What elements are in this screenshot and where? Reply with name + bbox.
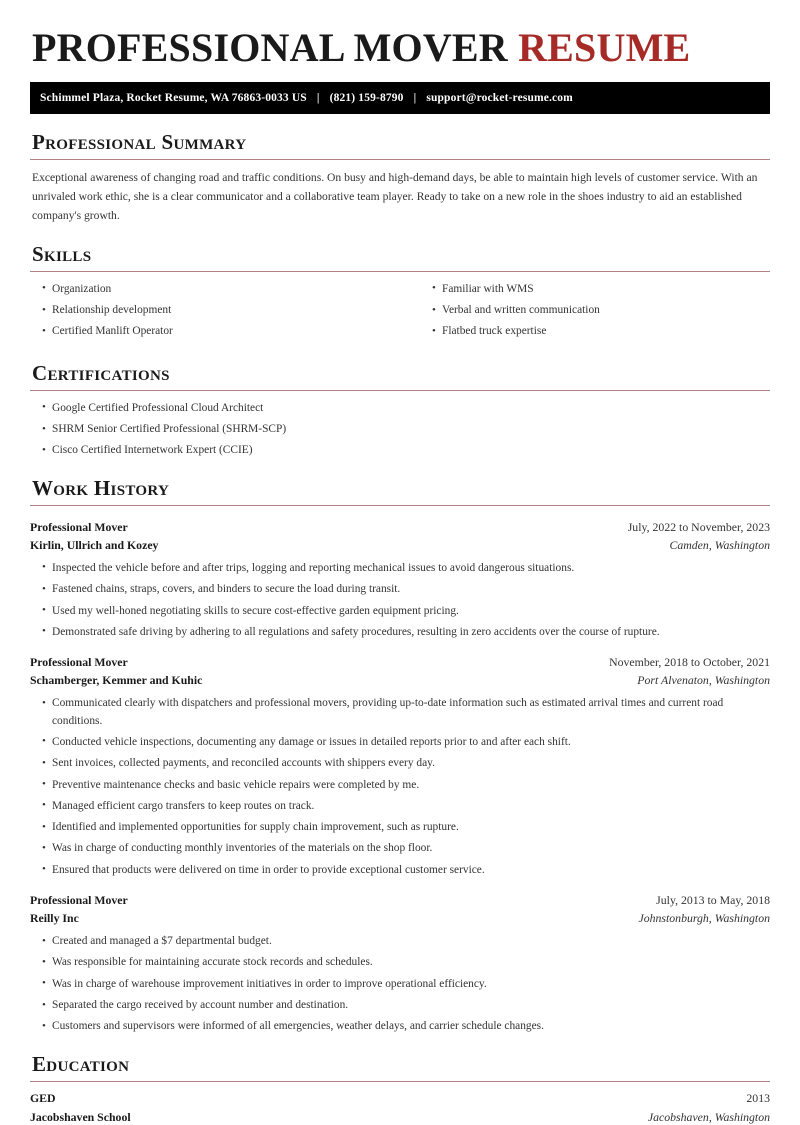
- education-school-row: [30, 1110, 770, 1125]
- list-item: • Was responsible for maintaining accurate stock records and schedules.: [30, 954, 770, 971]
- company-name: Reilly Inc: [30, 911, 79, 926]
- list-item: • Identified and implemented opportunities for supply chain improvement, such as rupture.: [30, 819, 770, 836]
- company-name: Kirlin, Ullrich and Kozey: [30, 537, 159, 552]
- contact-address: Schimmel Plaza, Rocket Resume, WA 76863-0033 US: [40, 92, 307, 105]
- school-name: Jacobshaven School: [30, 1109, 131, 1124]
- page-title: [32, 26, 770, 69]
- skills-list-right: [420, 281, 770, 341]
- section-heading-skills: Skills: [32, 241, 92, 266]
- list-item: • Cisco Certified Internetwork Expert (CCIE): [30, 442, 770, 459]
- list-item: • Conducted vehicle inspections, documenting any damage or issues in detailed reports prior to and after each shift.: [30, 734, 770, 751]
- job-title: Professional Mover: [30, 893, 128, 908]
- skills-column-left: [30, 281, 400, 345]
- work-entry-company-row: [30, 538, 770, 553]
- job-dates: July, 2013 to May, 2018: [656, 893, 770, 908]
- work-entry-bullets: [30, 560, 770, 641]
- work-entry-title-row: [30, 655, 770, 670]
- page-title-main: PROFESSIONAL MOVER: [32, 25, 508, 70]
- list-item: • Inspected the vehicle before and after trips, logging and reporting mechanical issues to avoid dangerous situations.: [30, 560, 770, 577]
- skills-columns: [30, 281, 770, 345]
- job-title: Professional Mover: [30, 655, 128, 670]
- certifications-list: [30, 400, 770, 460]
- education-degree-row: [30, 1091, 770, 1106]
- section-heading-certifications: Certifications: [32, 360, 170, 385]
- section-heading-education: Education: [32, 1051, 130, 1076]
- work-entry-bullets: [30, 933, 770, 1036]
- list-item: • SHRM Senior Certified Professional (SHRM-SCP): [30, 421, 770, 438]
- list-item: • Google Certified Professional Cloud Architect: [30, 400, 770, 417]
- company-name: Schamberger, Kemmer and Kuhic: [30, 673, 203, 688]
- summary-text: Exceptional awareness of changing road and traffic conditions. On busy and high-demand days, be able to maintain high levels of customer service. With an unrivaled work ethic, she is a clear communicator and a collaborative team player. Ready to take on a new role in the shoes industry to aid an established company's growth.: [32, 171, 758, 222]
- job-dates: November, 2018 to October, 2021: [609, 655, 770, 670]
- section-work-history: [30, 477, 770, 1036]
- list-item: • Demonstrated safe driving by adhering to all regulations and safety procedures, resulting in zero accidents over the course of rupture.: [30, 624, 770, 641]
- job-location: Port Alvenaton, Washington: [637, 673, 770, 688]
- list-item: • Preventive maintenance checks and basic vehicle repairs were completed by me.: [30, 777, 770, 794]
- list-item: • Certified Manlift Operator: [30, 323, 400, 340]
- section-certifications: [30, 362, 770, 460]
- list-item: • Sent invoices, collected payments, and reconciled accounts with shippers every day.: [30, 755, 770, 772]
- job-location: Johnstonburgh, Washington: [638, 911, 770, 926]
- education-entry: [30, 1091, 770, 1125]
- work-entry-company-row: [30, 911, 770, 926]
- contact-bar: [30, 82, 770, 114]
- list-item: • Customers and supervisors were informed of all emergencies, weather delays, and carrier schedule changes.: [30, 1018, 770, 1035]
- work-entry: [30, 893, 770, 1036]
- section-education: [30, 1053, 770, 1125]
- list-item: • Ensured that products were delivered on time in order to provide exceptional customer service.: [30, 862, 770, 879]
- list-item: • Fastened chains, straps, covers, and binders to secure the load during transit.: [30, 581, 770, 598]
- section-divider-education: [30, 1081, 770, 1082]
- section-professional-summary: [30, 131, 770, 225]
- work-entry-bullets: [30, 695, 770, 879]
- list-item: • Verbal and written communication: [420, 302, 770, 319]
- degree-year: 2013: [746, 1090, 770, 1105]
- contact-email[interactable]: support@rocket-resume.com: [426, 92, 573, 105]
- skills-column-right: [400, 281, 770, 345]
- work-entry: [30, 655, 770, 879]
- list-item: • Familiar with WMS: [420, 281, 770, 298]
- list-item: • Flatbed truck expertise: [420, 323, 770, 340]
- job-location: Camden, Washington: [669, 537, 770, 552]
- list-item: • Separated the cargo received by account number and destination.: [30, 997, 770, 1014]
- list-item: • Organization: [30, 281, 400, 298]
- page-title-accent: RESUME: [518, 25, 691, 70]
- contact-separator-1: |: [316, 92, 320, 105]
- section-skills: [30, 243, 770, 345]
- school-location: Jacobshaven, Washington: [647, 1109, 770, 1124]
- contact-bar-text: [40, 92, 573, 104]
- list-item: • Was in charge of warehouse improvement initiatives in order to improve operational efficiency.: [30, 976, 770, 993]
- work-entry-title-row: [30, 520, 770, 535]
- section-divider-work-history: [30, 505, 770, 506]
- section-heading-work-history: Work History: [32, 475, 170, 500]
- section-heading-summary: Professional Summary: [32, 130, 247, 155]
- degree-name: GED: [30, 1090, 56, 1105]
- list-item: • Created and managed a $7 departmental budget.: [30, 933, 770, 950]
- work-entry-company-row: [30, 673, 770, 688]
- list-item: • Used my well-honed negotiating skills to secure cost-effective garden equipment pricing.: [30, 603, 770, 620]
- job-dates: July, 2022 to November, 2023: [627, 519, 770, 534]
- list-item: • Managed efficient cargo transfers to keep routes on track.: [30, 798, 770, 815]
- list-item: • Relationship development: [30, 302, 400, 319]
- work-entry: [30, 520, 770, 641]
- contact-phone[interactable]: (821) 159-8790: [329, 92, 404, 105]
- job-title: Professional Mover: [30, 519, 128, 534]
- contact-separator-2: |: [413, 92, 417, 105]
- section-divider-summary: [30, 159, 770, 160]
- skills-list-left: [30, 281, 400, 341]
- section-divider-skills: [30, 271, 770, 272]
- section-divider-certifications: [30, 390, 770, 391]
- work-entry-title-row: [30, 893, 770, 908]
- list-item: • Was in charge of conducting monthly inventories of the materials on the shop floor.: [30, 840, 770, 857]
- list-item: • Communicated clearly with dispatchers and professional movers, providing up-to-date information such as estimated arrival times and current road conditions.: [30, 695, 770, 730]
